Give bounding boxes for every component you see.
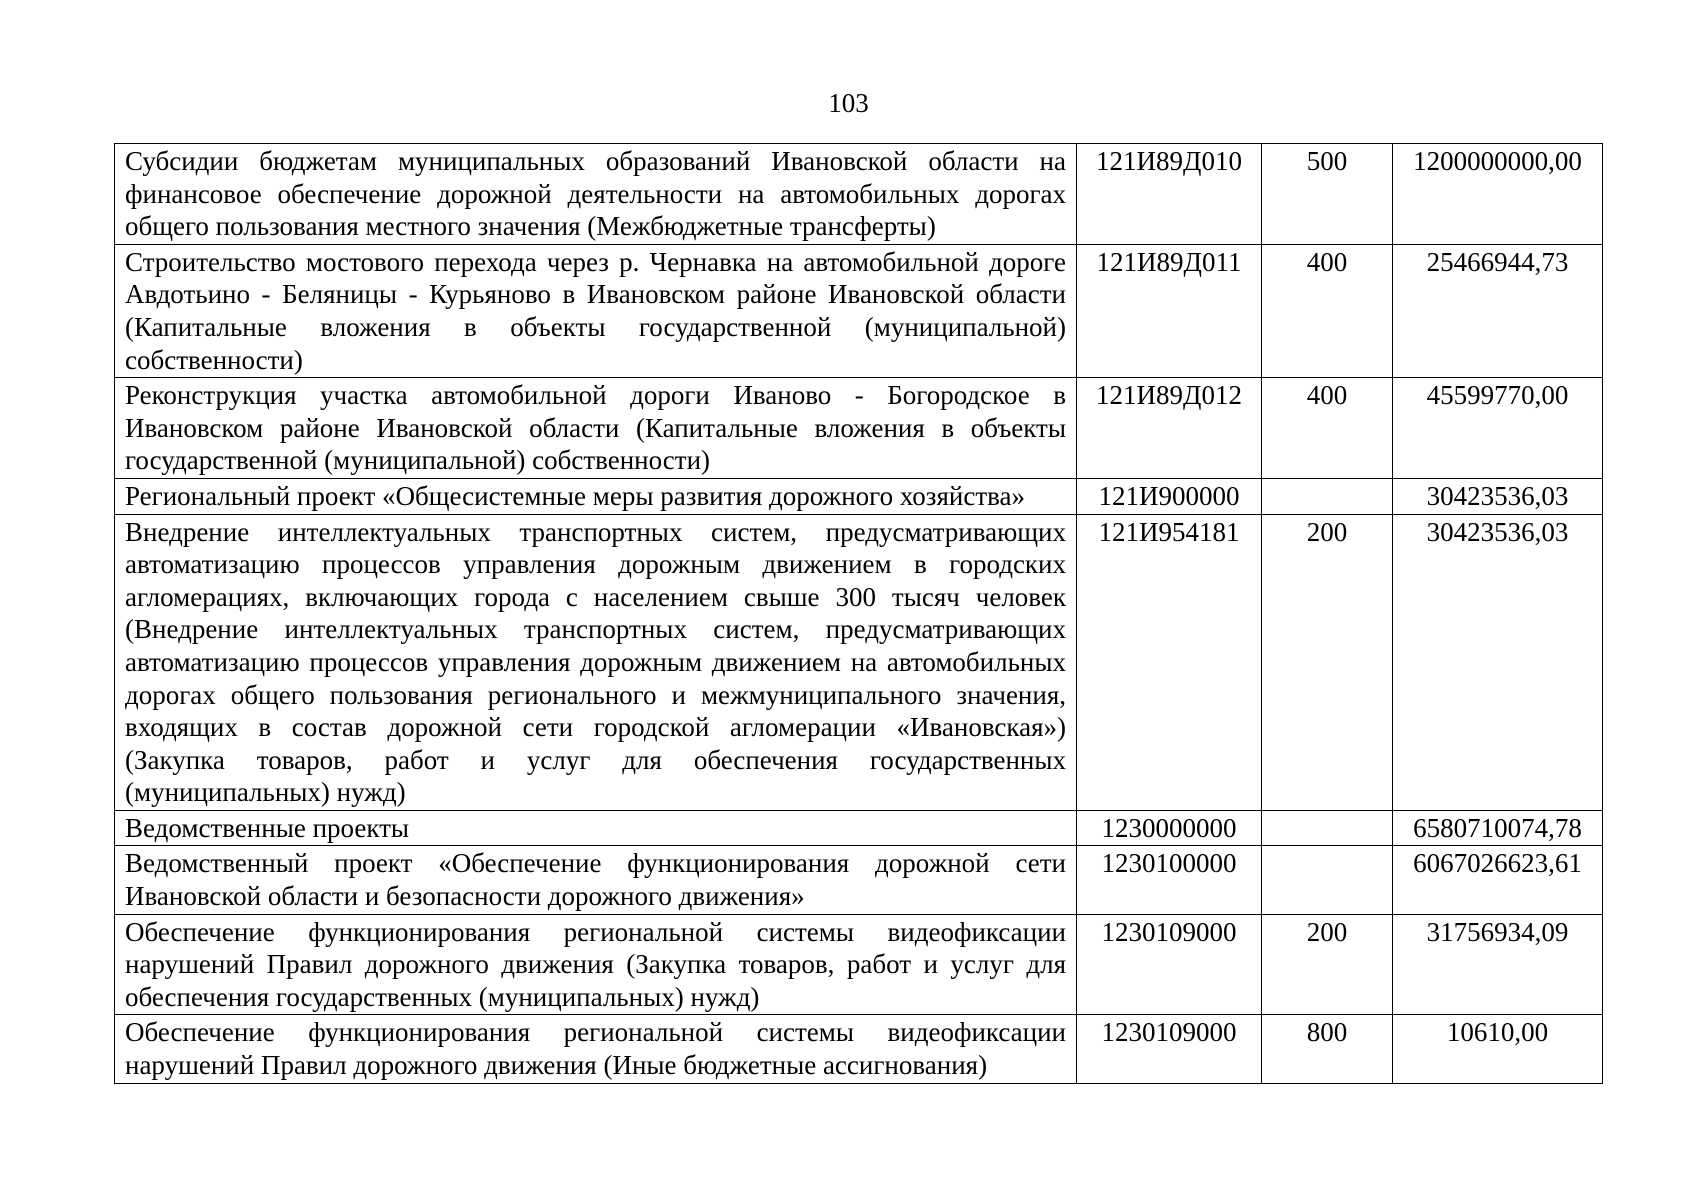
row-expense-type [1262,810,1393,846]
table-row [115,1015,1603,1083]
row-target-code: 1230109000 [1077,914,1262,1015]
table-row [115,810,1603,846]
row-expense-type [1262,478,1393,514]
row-name: Региональный проект «Общесистемные меры развития дорожного хозяйства» [115,478,1077,514]
row-amount: 10610,00 [1393,1015,1603,1083]
row-target-code: 121И954181 [1077,514,1262,810]
row-amount: 30423536,03 [1393,478,1603,514]
row-amount: 1200000000,00 [1393,144,1603,245]
row-expense-type: 800 [1262,1015,1393,1083]
row-name: Субсидии бюджетам муниципальных образований Ивановской области на финансовое обеспечение дорожной деятельности на автомобильных дорогах общего пользования местного значения (Межбюджетные трансферты) [115,144,1077,245]
row-target-code: 1230000000 [1077,810,1262,846]
table-row [115,846,1603,914]
row-target-code: 121И900000 [1077,478,1262,514]
row-expense-type: 400 [1262,378,1393,479]
table-row [115,378,1603,479]
table-row [115,144,1603,245]
row-name: Строительство мостового перехода через р. Чернавка на автомобильной дороге Авдотьино - Беляницы - Курьяново в Ивановском районе Ивановской области (Капитальные вложения в объекты государственной (муниципальной) собственности) [115,244,1077,377]
budget-table [114,143,1603,1084]
row-target-code: 121И89Д012 [1077,378,1262,479]
table-row [115,478,1603,514]
row-expense-type [1262,846,1393,914]
row-amount: 6067026623,61 [1393,846,1603,914]
row-amount: 45599770,00 [1393,378,1603,479]
row-amount: 30423536,03 [1393,514,1603,810]
row-name: Обеспечение функционирования региональной системы видеофиксации нарушений Правил дорожного движения (Иные бюджетные ассигнования) [115,1015,1077,1083]
row-name: Реконструкция участка автомобильной дороги Иваново - Богородское в Ивановском районе Ивановской области (Капитальные вложения в объекты государственной (муниципальной) собственности) [115,378,1077,479]
row-target-code: 121И89Д011 [1077,244,1262,377]
table-row [115,244,1603,377]
table-row [115,914,1603,1015]
row-name: Ведомственные проекты [115,810,1077,846]
row-name: Ведомственный проект «Обеспечение функционирования дорожной сети Ивановской области и безопасности дорожного движения» [115,846,1077,914]
row-expense-type: 400 [1262,244,1393,377]
row-expense-type: 200 [1262,514,1393,810]
row-target-code: 1230100000 [1077,846,1262,914]
row-name: Внедрение интеллектуальных транспортных систем, предусматривающих автоматизацию процессов управления дорожным движением в городских агломерациях, включающих города с населением свыше 300 тысяч человек (Внедрение интеллектуальных транспортных систем, предусматривающих автоматизацию процессов управления дорожным движением на автомобильных дорогах общего пользования регионального и межмуниципального значения, входящих в состав дорожной сети городской агломерации «Ивановская») (Закупка товаров, работ и услуг для обеспечения государственных (муниципальных) нужд) [115,514,1077,810]
row-amount: 31756934,09 [1393,914,1603,1015]
row-expense-type: 200 [1262,914,1393,1015]
row-amount: 25466944,73 [1393,244,1603,377]
row-target-code: 121И89Д010 [1077,144,1262,245]
row-expense-type: 500 [1262,144,1393,245]
table-row [115,514,1603,810]
page-number: 103 [828,88,869,118]
row-name: Обеспечение функционирования региональной системы видеофиксации нарушений Правил дорожного движения (Закупка товаров, работ и услуг для обеспечения государственных (муниципальных) нужд) [115,914,1077,1015]
row-target-code: 1230109000 [1077,1015,1262,1083]
row-amount: 6580710074,78 [1393,810,1603,846]
